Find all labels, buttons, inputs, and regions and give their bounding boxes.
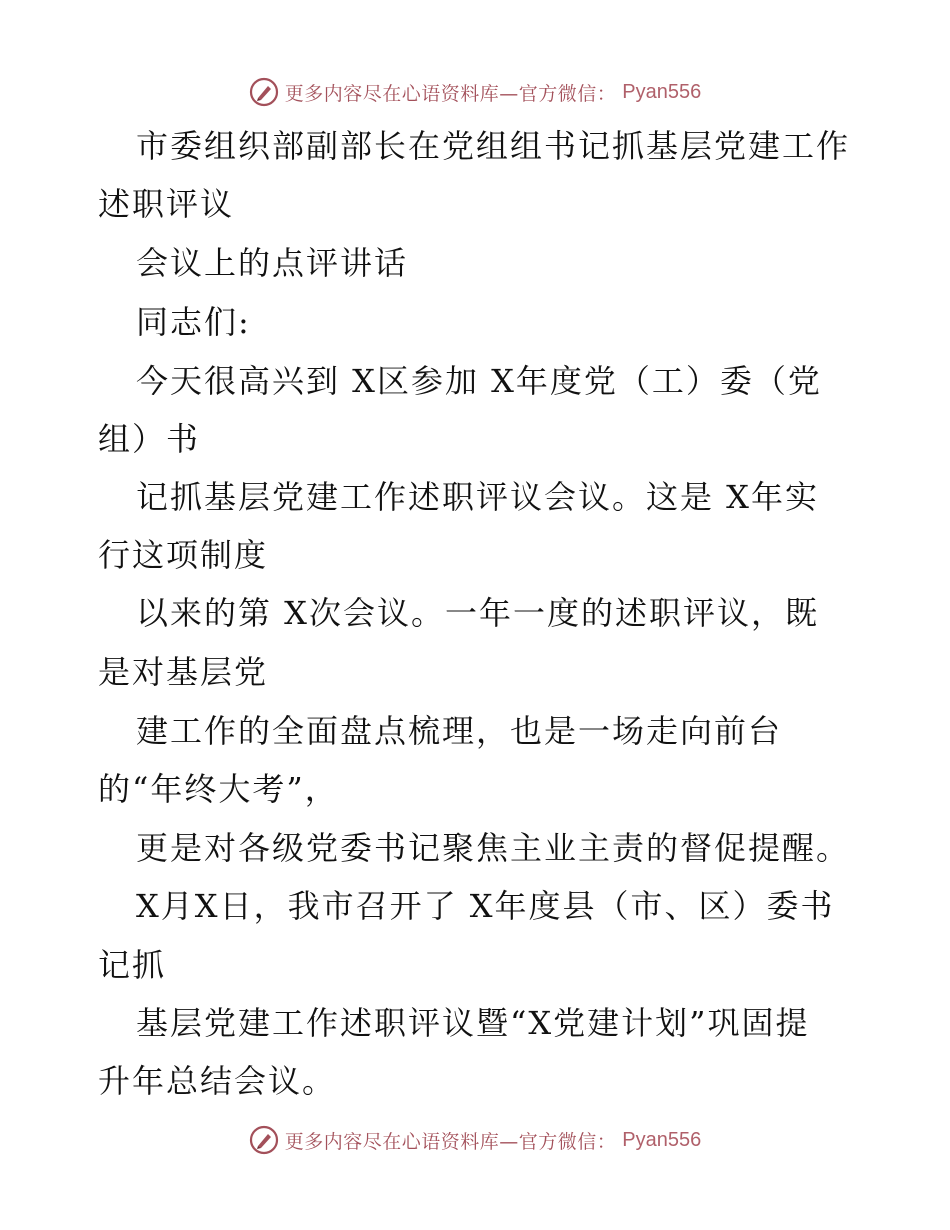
paragraph-line: 以来的第 X次会议。一年一度的述职评议，既 bbox=[136, 594, 819, 632]
watermark-footer bbox=[0, 1120, 950, 1160]
paragraph-line: 基层党建工作述职评议暨“X党建计划”巩固提 bbox=[136, 1004, 810, 1042]
title-line-1: 市委组织部副部长在党组组书记抓基层党建工作 bbox=[136, 127, 851, 165]
paragraph-line: 记抓 bbox=[98, 946, 167, 984]
watermark-handle: Pyan556 bbox=[622, 80, 702, 103]
title-line-3: 会议上的点评讲话 bbox=[136, 244, 409, 282]
title-line-2: 述职评议 bbox=[98, 185, 235, 223]
paragraph-line: 记抓基层党建工作述职评议会议。这是 X年实 bbox=[136, 478, 819, 516]
paragraph-line: 是对基层党 bbox=[98, 653, 269, 691]
salutation: 同志们: bbox=[136, 303, 251, 341]
paragraph-line: 的“年终大考”， bbox=[98, 770, 339, 808]
paragraph-line: 升年总结会议。 bbox=[98, 1062, 337, 1100]
paragraph-line: 更是对各级党委书记聚焦主业主责的督促提醒。 bbox=[136, 829, 851, 867]
watermark-text: 更多内容尽在心语资料库—官方微信： bbox=[284, 82, 617, 105]
paragraph-line: X月X日，我市召开了 X年度县（市、区）委书 bbox=[136, 887, 835, 925]
paragraph-line: 建工作的全面盘点梳理，也是一场走向前台 bbox=[136, 712, 783, 750]
watermark-handle: Pyan556 bbox=[622, 1128, 702, 1151]
paragraph-line: 行这项制度 bbox=[98, 536, 269, 574]
watermark-text: 更多内容尽在心语资料库—官方微信： bbox=[284, 1130, 617, 1153]
paragraph-line: 组）书 bbox=[98, 420, 201, 458]
paragraph-line: 今天很高兴到 X区参加 X年度党（工）委（党 bbox=[136, 362, 822, 400]
pen-circle-logo-icon bbox=[249, 1125, 279, 1155]
